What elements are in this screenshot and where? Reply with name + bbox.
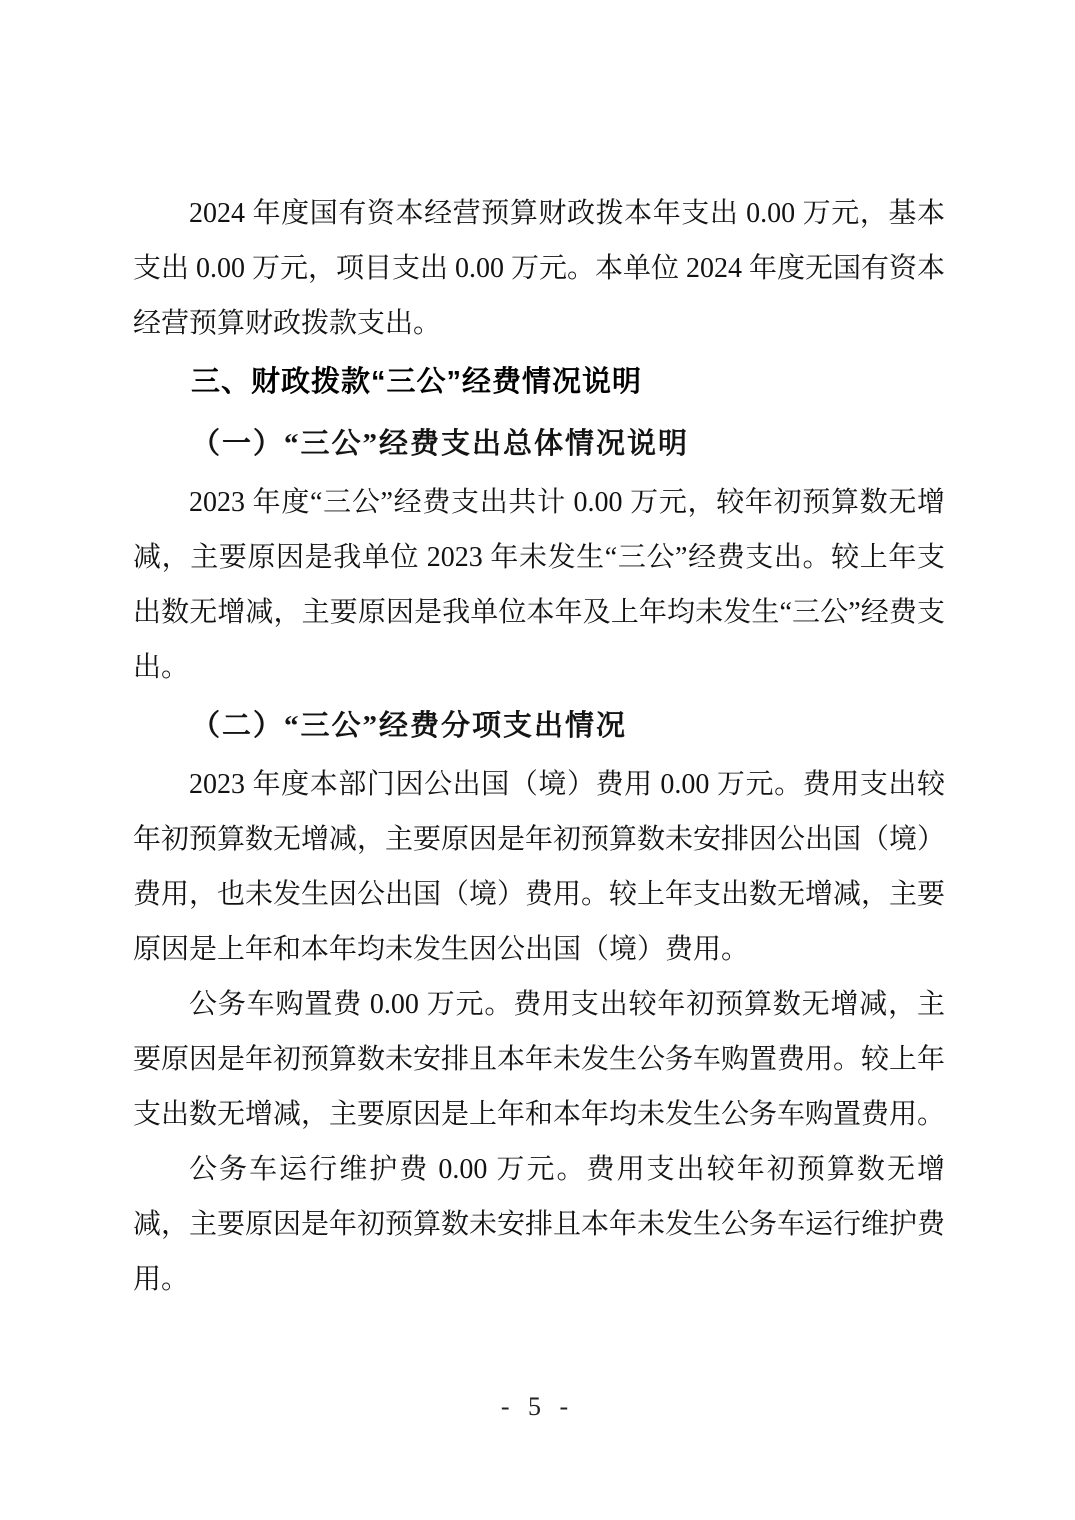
subsection-heading-overall-spending: （一）“三公”经费支出总体情况说明 [191, 428, 690, 460]
subsection-heading-itemized-spending: （二）“三公”经费分项支出情况 [191, 710, 628, 742]
paragraph-overall-spending-explanation: 2023 年度“三公”经费支出共计 0.00 万元，较年初预算数无增减，主要原因是我单位 2023 年未发生“三公”经费支出。较上年支出数无增减，主要原因是我单位本年及上年均未发生“三公”经费支出。 [133, 487, 945, 683]
paragraph-official-vehicle-purchase: 公务车购置费 0.00 万元。费用支出较年初预算数无增减，主要原因是年初预算数未安排且本年未发生公务车购置费用。较上年支出数无增减，主要原因是上年和本年均未发生公务车购置费用。 [133, 989, 946, 1130]
page-number: - 5 - [500, 1392, 575, 1421]
paragraph-overseas-travel-expense: 2023 年度本部门因公出国（境）费用 0.00 万元。费用支出较年初预算数无增减，主要原因是年初预算数未安排因公出国（境）费用，也未发生因公出国（境）费用。较上年支出数无增减，主要原因是上年和本年均未发生因公出国（境）费用。 [133, 769, 946, 965]
paragraph-official-vehicle-maintenance: 公务车运行维护费 0.00 万元。费用支出较年初预算数无增减，主要原因是年初预算数未安排且本年未发生公务车运行维护费用。 [133, 1154, 946, 1295]
paragraph-state-capital-budget: 2024 年度国有资本经营预算财政拨本年支出 0.00 万元，基本支出 0.00 万元，项目支出 0.00 万元。本单位 2024 年度无国有资本经营预算财政拨款支出。 [133, 198, 946, 339]
document-body [133, 186, 945, 1307]
section-heading-three-public-funds: 三、财政拨款“三公”经费情况说明 [191, 366, 643, 398]
